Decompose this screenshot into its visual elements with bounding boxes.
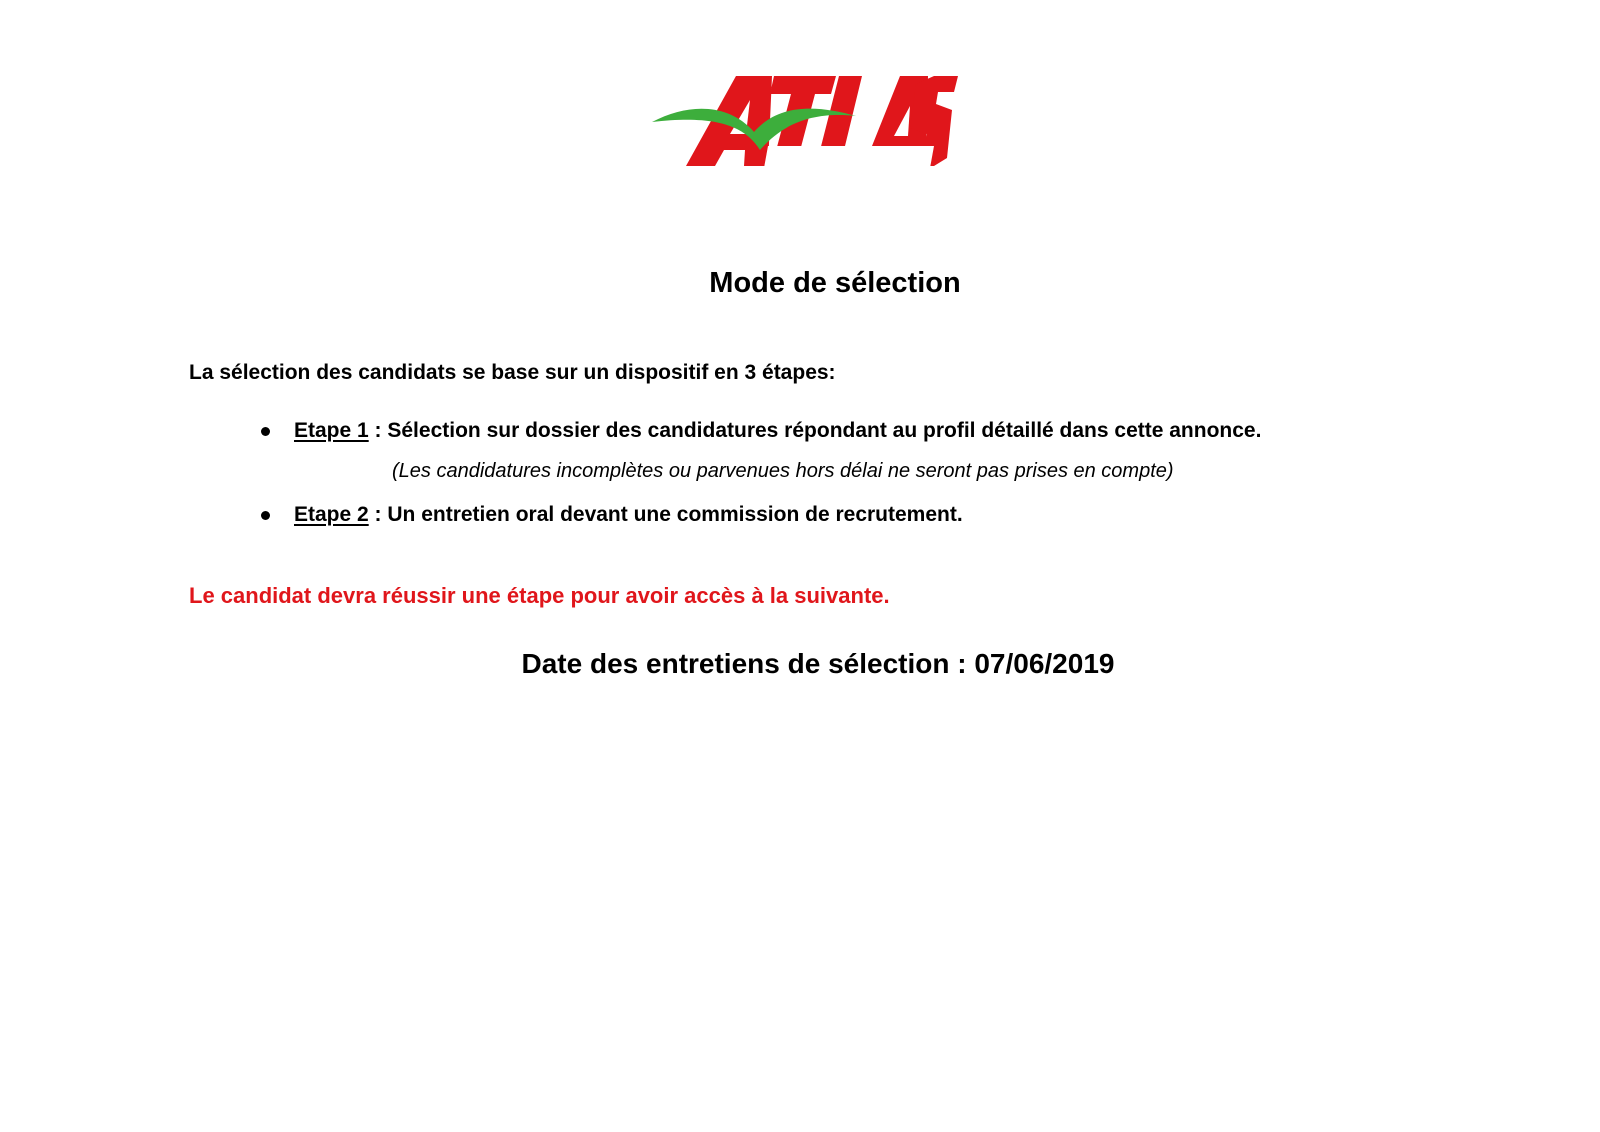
step-separator: : — [368, 419, 388, 442]
step-description: Sélection sur dossier des candidatures répondant au profil détaillé dans cette annonce. — [387, 419, 1262, 442]
step-label: Etape 1 — [294, 419, 369, 442]
step-description: Un entretien oral devant une commission de recrutement. — [387, 503, 963, 526]
page-title: Mode de sélection — [709, 267, 961, 299]
step-text — [294, 418, 1261, 444]
company-logo — [650, 70, 960, 180]
step-note: (Les candidatures incomplètes ou parvenues hors délai ne seront pas prises en compte) — [392, 460, 1174, 482]
interview-date: Date des entretiens de sélection : 07/06/2019 — [521, 648, 1115, 679]
step-separator: : — [368, 503, 388, 526]
step-label: Etape 2 — [294, 503, 369, 526]
intro-text: La sélection des candidats se base sur un dispositif en 3 étapes: — [189, 361, 836, 384]
step-text — [294, 502, 963, 528]
atlas-multiservices-logo-icon — [650, 70, 960, 180]
warning-text: Le candidat devra réussir une étape pour avoir accès à la suivante. — [189, 583, 890, 608]
bullet-icon — [261, 427, 270, 436]
bullet-icon — [261, 511, 270, 520]
